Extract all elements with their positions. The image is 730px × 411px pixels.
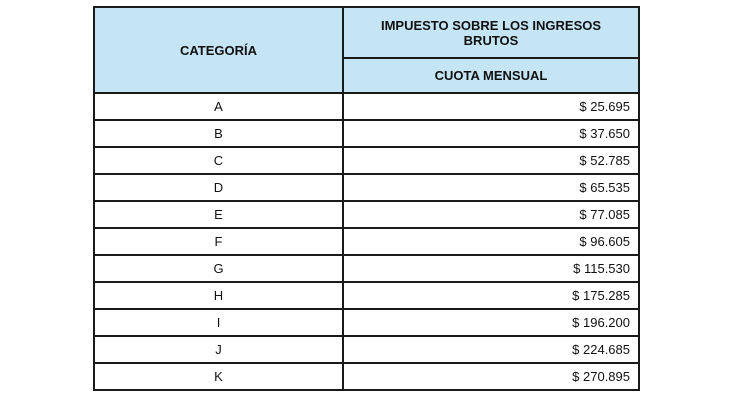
table-row xyxy=(94,147,639,174)
monthly-fee-subheader: CUOTA MENSUAL xyxy=(343,58,639,93)
category-cell: F xyxy=(94,228,343,255)
category-cell: H xyxy=(94,282,343,309)
amount-cell: $ 37.650 xyxy=(343,120,639,147)
amount-cell: $ 65.535 xyxy=(343,174,639,201)
header-row xyxy=(94,7,639,58)
amount-cell: $ 270.895 xyxy=(343,363,639,390)
tax-table-container xyxy=(93,6,638,391)
table-row xyxy=(94,309,639,336)
table-body xyxy=(94,93,639,390)
amount-cell: $ 25.695 xyxy=(343,93,639,120)
category-cell: J xyxy=(94,336,343,363)
amount-cell: $ 175.285 xyxy=(343,282,639,309)
table-row xyxy=(94,120,639,147)
table-row xyxy=(94,336,639,363)
table-row xyxy=(94,174,639,201)
category-cell: C xyxy=(94,147,343,174)
category-column-header: CATEGORÍA xyxy=(94,7,343,93)
table-header xyxy=(94,7,639,93)
category-cell: G xyxy=(94,255,343,282)
table-row xyxy=(94,201,639,228)
amount-cell: $ 224.685 xyxy=(343,336,639,363)
category-cell: E xyxy=(94,201,343,228)
category-cell: I xyxy=(94,309,343,336)
table-row xyxy=(94,93,639,120)
category-cell: B xyxy=(94,120,343,147)
tax-table xyxy=(93,6,640,391)
table-row xyxy=(94,363,639,390)
category-cell: D xyxy=(94,174,343,201)
table-row xyxy=(94,255,639,282)
table-row xyxy=(94,282,639,309)
table-row xyxy=(94,228,639,255)
amount-cell: $ 115.530 xyxy=(343,255,639,282)
category-cell: A xyxy=(94,93,343,120)
category-cell: K xyxy=(94,363,343,390)
amount-cell: $ 77.085 xyxy=(343,201,639,228)
amount-cell: $ 96.605 xyxy=(343,228,639,255)
amount-cell: $ 196.200 xyxy=(343,309,639,336)
tax-column-header: IMPUESTO SOBRE LOS INGRESOS BRUTOS xyxy=(343,7,639,58)
amount-cell: $ 52.785 xyxy=(343,147,639,174)
